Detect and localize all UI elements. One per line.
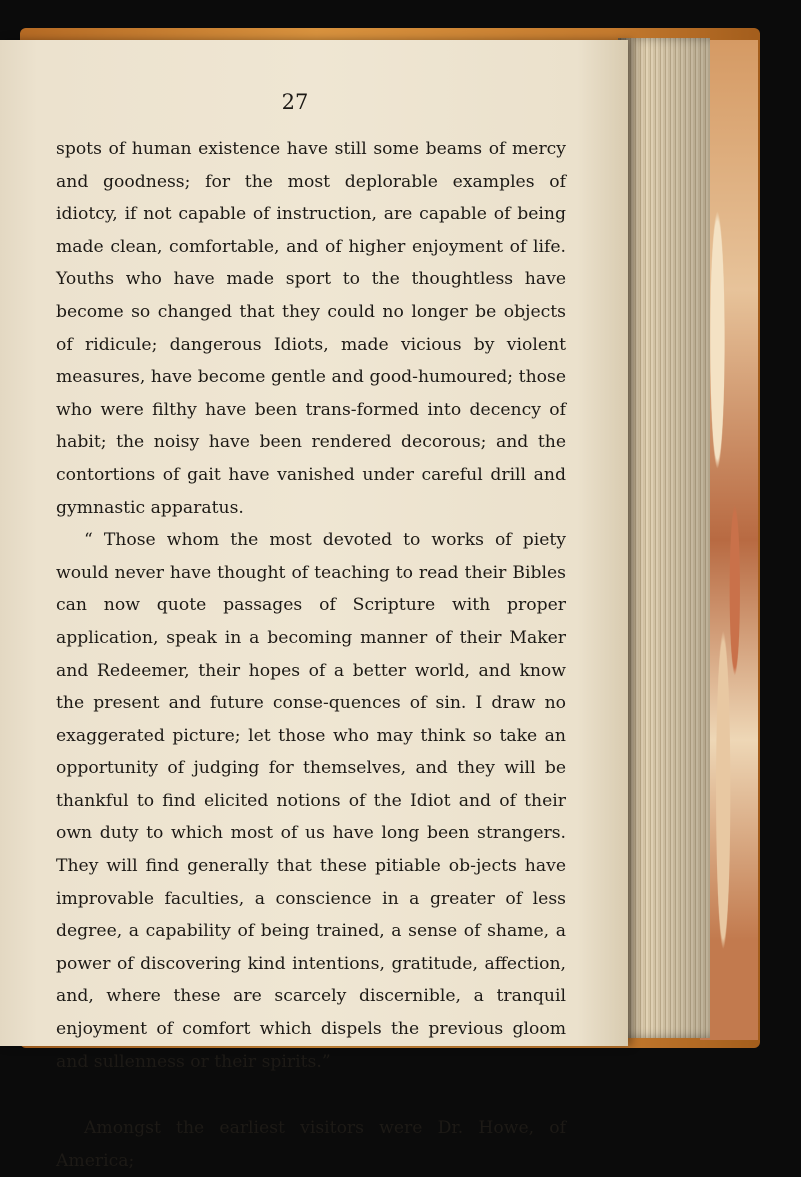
book-page — [0, 40, 628, 1171]
page-number: 27 — [281, 90, 309, 114]
paragraph-1: spots of human existence have still some beams of mercy and goodness; for the most deplorable examples of idiotcy, if not capable of instruction, are capable of being made clean, comfortable, and of higher enjoyment of life. Youths who have made sport to the thoughtless have become so changed that they could no longer be objects of ridicule; dangerous Idiots, made vicious by violent measures, have become gentle and good-humoured; those who were filthy have been trans-formed into decency of habit; the noisy have been rendered decorous; and the contortions of gait have vanished under careful drill and gymnastic apparatus. — [56, 139, 566, 518]
page-edges — [618, 38, 710, 1038]
paragraph-2: “ Those whom the most devoted to works of piety would never have thought of teaching to read their Bibles can now quote passages of Scripture with proper application, speak in a becoming manner of their Maker and Redeemer, their hopes of a better world, and know the present and future conse-quences of sin. I draw no exaggerated picture; let those who may think so take an opportunity of judging for themselves, and they will be thankful to find elicited notions of the Idiot and of their own duty to which most of us have long been strangers. They will find generally that these pitiable ob-jects have improvable faculties, a conscience in a greater of less degree, a capability of being trained, a sense of shame, a power of discovering kind intentions, gratitude, affection, and, where these are scarcely discernible, a tranquil enjoyment of comfort which dispels the previous gloom and sullenness or their spirits.” — [56, 530, 566, 1072]
body-text — [56, 133, 566, 1177]
paragraph-3: Amongst the earliest visitors were Dr. Howe, of America; — [56, 1118, 566, 1171]
